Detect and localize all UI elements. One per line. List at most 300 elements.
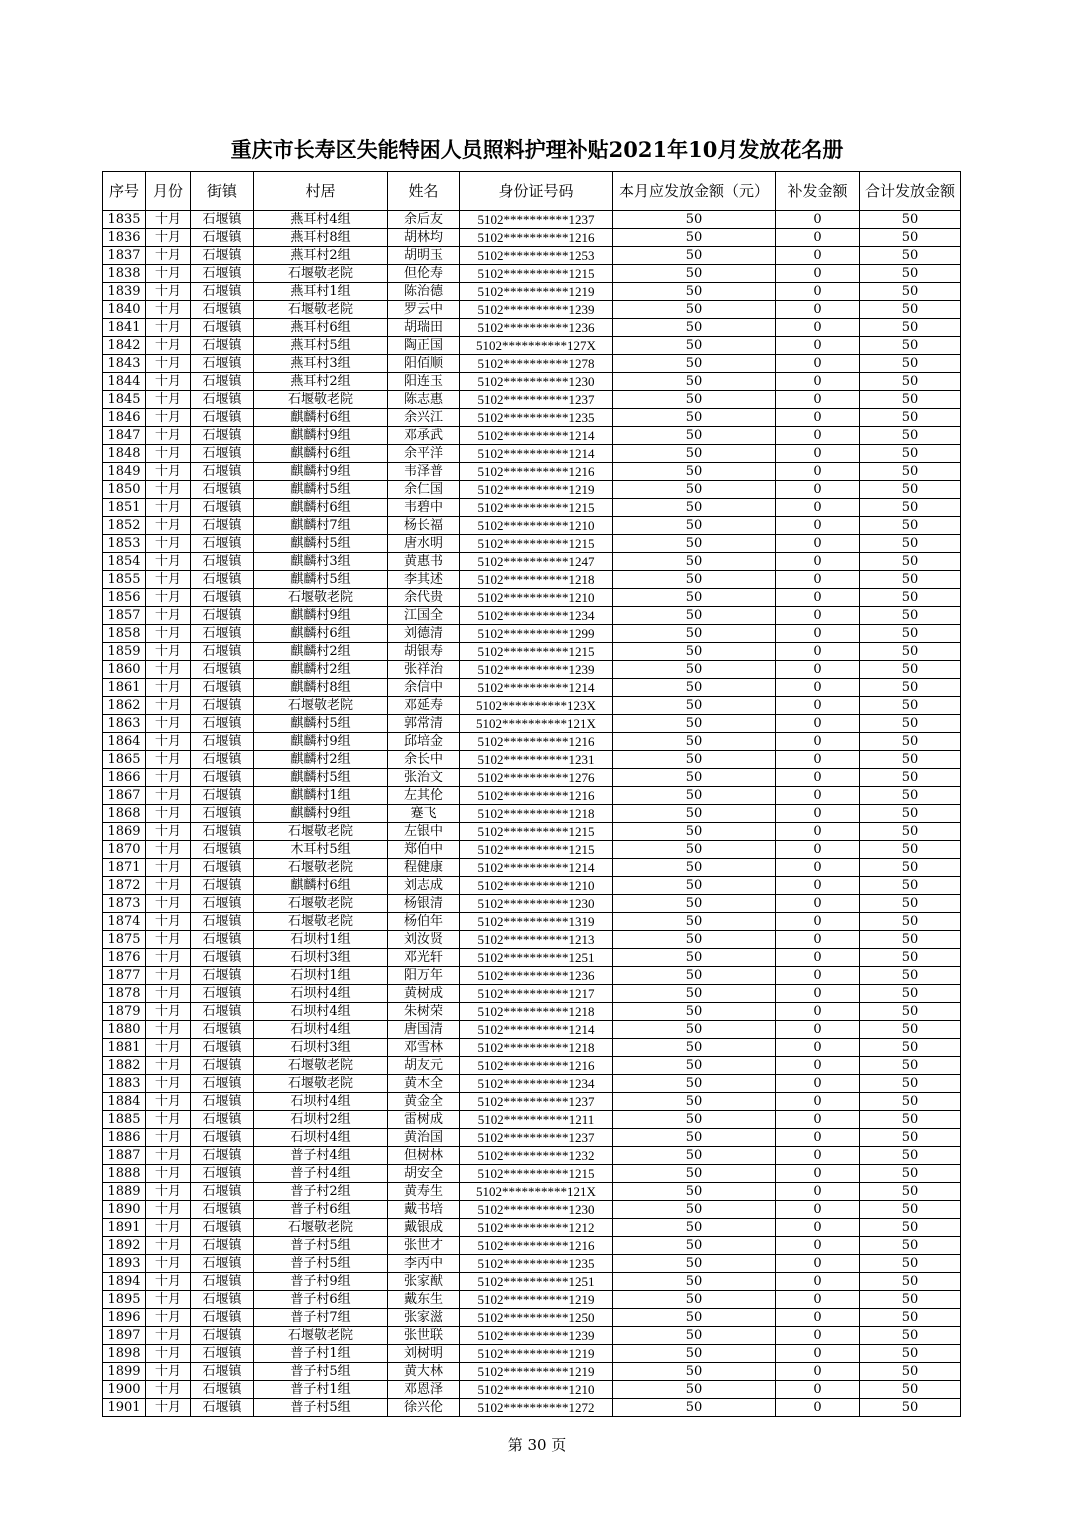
table-row [103, 1165, 961, 1183]
cell-name: 余长中 [388, 751, 460, 769]
cell-back-pay: 0 [776, 571, 860, 589]
cell-id-number: 5102**********1237 [460, 1129, 613, 1147]
table-row [103, 301, 961, 319]
cell-total-amount: 50 [860, 355, 961, 373]
cell-total-amount: 50 [860, 1309, 961, 1327]
cell-index: 1895 [103, 1291, 146, 1309]
cell-month: 十月 [146, 1147, 191, 1165]
cell-month: 十月 [146, 751, 191, 769]
cell-index: 1845 [103, 391, 146, 409]
cell-name: 黄治国 [388, 1129, 460, 1147]
cell-id-number: 5102**********1239 [460, 661, 613, 679]
cell-id-number: 5102**********1215 [460, 535, 613, 553]
cell-name: 李其述 [388, 571, 460, 589]
cell-monthly-amount: 50 [613, 1327, 776, 1345]
cell-back-pay: 0 [776, 1165, 860, 1183]
cell-id-number: 5102**********1230 [460, 373, 613, 391]
cell-name: 杨伯年 [388, 913, 460, 931]
cell-index: 1879 [103, 1003, 146, 1021]
cell-town: 石堰镇 [191, 823, 254, 841]
cell-index: 1854 [103, 553, 146, 571]
table-row [103, 1273, 961, 1291]
cell-index: 1890 [103, 1201, 146, 1219]
cell-village: 麒麟村9组 [254, 733, 388, 751]
cell-total-amount: 50 [860, 931, 961, 949]
cell-total-amount: 50 [860, 265, 961, 283]
cell-name: 朱树荣 [388, 1003, 460, 1021]
cell-total-amount: 50 [860, 499, 961, 517]
cell-town: 石堰镇 [191, 481, 254, 499]
cell-id-number: 5102**********1214 [460, 427, 613, 445]
cell-total-amount: 50 [860, 1291, 961, 1309]
cell-index: 1835 [103, 211, 146, 229]
cell-town: 石堰镇 [191, 535, 254, 553]
cell-monthly-amount: 50 [613, 409, 776, 427]
table-row [103, 445, 961, 463]
cell-village: 麒麟村6组 [254, 625, 388, 643]
cell-month: 十月 [146, 1075, 191, 1093]
cell-index: 1894 [103, 1273, 146, 1291]
cell-total-amount: 50 [860, 391, 961, 409]
table-row [103, 643, 961, 661]
cell-village: 麒麟村2组 [254, 643, 388, 661]
table-row [103, 967, 961, 985]
table-row [103, 481, 961, 499]
cell-total-amount: 50 [860, 409, 961, 427]
cell-back-pay: 0 [776, 535, 860, 553]
cell-back-pay: 0 [776, 661, 860, 679]
table-row [103, 1255, 961, 1273]
cell-monthly-amount: 50 [613, 1057, 776, 1075]
cell-index: 1861 [103, 679, 146, 697]
cell-village: 石堰敬老院 [254, 1327, 388, 1345]
cell-back-pay: 0 [776, 553, 860, 571]
cell-index: 1891 [103, 1219, 146, 1237]
cell-index: 1893 [103, 1255, 146, 1273]
cell-index: 1842 [103, 337, 146, 355]
cell-village: 石坝村4组 [254, 1129, 388, 1147]
cell-town: 石堰镇 [191, 1255, 254, 1273]
cell-town: 石堰镇 [191, 985, 254, 1003]
cell-month: 十月 [146, 967, 191, 985]
cell-month: 十月 [146, 805, 191, 823]
cell-village: 麒麟村3组 [254, 553, 388, 571]
cell-town: 石堰镇 [191, 571, 254, 589]
cell-town: 石堰镇 [191, 859, 254, 877]
cell-index: 1856 [103, 589, 146, 607]
cell-monthly-amount: 50 [613, 1183, 776, 1201]
cell-back-pay: 0 [776, 823, 860, 841]
cell-town: 石堰镇 [191, 769, 254, 787]
cell-index: 1839 [103, 283, 146, 301]
cell-village: 石坝村4组 [254, 985, 388, 1003]
roster-table [102, 171, 961, 1417]
table-row [103, 1093, 961, 1111]
cell-id-number: 5102**********1216 [460, 1237, 613, 1255]
cell-total-amount: 50 [860, 625, 961, 643]
cell-town: 石堰镇 [191, 1129, 254, 1147]
cell-name: 杨银清 [388, 895, 460, 913]
cell-village: 石堰敬老院 [254, 301, 388, 319]
cell-month: 十月 [146, 517, 191, 535]
cell-id-number: 5102**********1218 [460, 805, 613, 823]
cell-index: 1844 [103, 373, 146, 391]
cell-back-pay: 0 [776, 787, 860, 805]
cell-index: 1867 [103, 787, 146, 805]
cell-name: 戴书培 [388, 1201, 460, 1219]
cell-village: 普子村5组 [254, 1399, 388, 1417]
table-row [103, 1003, 961, 1021]
cell-id-number: 5102**********1219 [460, 1291, 613, 1309]
cell-id-number: 5102**********1211 [460, 1111, 613, 1129]
cell-monthly-amount: 50 [613, 283, 776, 301]
cell-town: 石堰镇 [191, 1219, 254, 1237]
table-row [103, 1129, 961, 1147]
cell-index: 1846 [103, 409, 146, 427]
cell-village: 麒麟村2组 [254, 661, 388, 679]
cell-monthly-amount: 50 [613, 319, 776, 337]
cell-monthly-amount: 50 [613, 679, 776, 697]
cell-name: 余代贵 [388, 589, 460, 607]
header-monthly-amount: 本月应发放金额（元） [613, 172, 776, 211]
cell-id-number: 5102**********1215 [460, 499, 613, 517]
cell-back-pay: 0 [776, 1291, 860, 1309]
cell-month: 十月 [146, 715, 191, 733]
cell-index: 1858 [103, 625, 146, 643]
table-row [103, 1345, 961, 1363]
cell-monthly-amount: 50 [613, 1399, 776, 1417]
table-row [103, 715, 961, 733]
cell-town: 石堰镇 [191, 1381, 254, 1399]
cell-month: 十月 [146, 589, 191, 607]
cell-town: 石堰镇 [191, 499, 254, 517]
page-number: 第 30 页 [507, 1436, 567, 1454]
cell-total-amount: 50 [860, 319, 961, 337]
cell-village: 麒麟村9组 [254, 805, 388, 823]
cell-village: 普子村6组 [254, 1201, 388, 1219]
cell-village: 麒麟村1组 [254, 787, 388, 805]
cell-back-pay: 0 [776, 1129, 860, 1147]
cell-back-pay: 0 [776, 391, 860, 409]
cell-id-number: 5102**********1218 [460, 1003, 613, 1021]
table-row [103, 355, 961, 373]
cell-monthly-amount: 50 [613, 1129, 776, 1147]
cell-month: 十月 [146, 931, 191, 949]
cell-town: 石堰镇 [191, 247, 254, 265]
cell-total-amount: 50 [860, 1327, 961, 1345]
table-row [103, 823, 961, 841]
table-row [103, 661, 961, 679]
cell-total-amount: 50 [860, 553, 961, 571]
cell-total-amount: 50 [860, 247, 961, 265]
cell-total-amount: 50 [860, 769, 961, 787]
cell-monthly-amount: 50 [613, 1363, 776, 1381]
cell-town: 石堰镇 [191, 967, 254, 985]
cell-month: 十月 [146, 1201, 191, 1219]
cell-name: 张家猷 [388, 1273, 460, 1291]
cell-town: 石堰镇 [191, 1273, 254, 1291]
cell-back-pay: 0 [776, 625, 860, 643]
cell-month: 十月 [146, 1363, 191, 1381]
cell-town: 石堰镇 [191, 589, 254, 607]
cell-monthly-amount: 50 [613, 247, 776, 265]
cell-monthly-amount: 50 [613, 1111, 776, 1129]
cell-index: 1866 [103, 769, 146, 787]
cell-village: 麒麟村9组 [254, 607, 388, 625]
cell-month: 十月 [146, 571, 191, 589]
cell-index: 1877 [103, 967, 146, 985]
cell-name: 左其伦 [388, 787, 460, 805]
cell-index: 1852 [103, 517, 146, 535]
cell-monthly-amount: 50 [613, 481, 776, 499]
cell-monthly-amount: 50 [613, 463, 776, 481]
cell-town: 石堰镇 [191, 1309, 254, 1327]
cell-town: 石堰镇 [191, 211, 254, 229]
cell-back-pay: 0 [776, 769, 860, 787]
cell-name: 张家滋 [388, 1309, 460, 1327]
cell-back-pay: 0 [776, 1147, 860, 1165]
cell-back-pay: 0 [776, 733, 860, 751]
cell-id-number: 5102**********1235 [460, 1255, 613, 1273]
cell-village: 燕耳村4组 [254, 211, 388, 229]
cell-town: 石堰镇 [191, 913, 254, 931]
cell-name: 但树林 [388, 1147, 460, 1165]
cell-id-number: 5102**********1236 [460, 967, 613, 985]
cell-name: 张祥治 [388, 661, 460, 679]
cell-month: 十月 [146, 355, 191, 373]
table-row [103, 535, 961, 553]
cell-monthly-amount: 50 [613, 859, 776, 877]
cell-town: 石堰镇 [191, 805, 254, 823]
cell-village: 麒麟村2组 [254, 751, 388, 769]
cell-id-number: 5102**********1236 [460, 319, 613, 337]
cell-back-pay: 0 [776, 805, 860, 823]
cell-back-pay: 0 [776, 463, 860, 481]
cell-index: 1888 [103, 1165, 146, 1183]
cell-village: 麒麟村7组 [254, 517, 388, 535]
table-row [103, 247, 961, 265]
table-row [103, 877, 961, 895]
cell-month: 十月 [146, 895, 191, 913]
cell-month: 十月 [146, 481, 191, 499]
table-row [103, 1021, 961, 1039]
cell-town: 石堰镇 [191, 949, 254, 967]
cell-monthly-amount: 50 [613, 661, 776, 679]
cell-total-amount: 50 [860, 1237, 961, 1255]
cell-total-amount: 50 [860, 1345, 961, 1363]
table-row [103, 1399, 961, 1417]
cell-total-amount: 50 [860, 1183, 961, 1201]
cell-back-pay: 0 [776, 1381, 860, 1399]
table-row [103, 895, 961, 913]
cell-village: 燕耳村5组 [254, 337, 388, 355]
cell-total-amount: 50 [860, 1273, 961, 1291]
cell-index: 1900 [103, 1381, 146, 1399]
cell-village: 麒麟村5组 [254, 769, 388, 787]
cell-monthly-amount: 50 [613, 373, 776, 391]
table-row [103, 859, 961, 877]
cell-index: 1873 [103, 895, 146, 913]
cell-name: 余平洋 [388, 445, 460, 463]
cell-back-pay: 0 [776, 1345, 860, 1363]
cell-index: 1857 [103, 607, 146, 625]
cell-village: 麒麟村6组 [254, 499, 388, 517]
cell-total-amount: 50 [860, 1381, 961, 1399]
cell-month: 十月 [146, 949, 191, 967]
cell-id-number: 5102**********1253 [460, 247, 613, 265]
cell-back-pay: 0 [776, 1219, 860, 1237]
cell-town: 石堰镇 [191, 1093, 254, 1111]
cell-id-number: 5102**********1237 [460, 391, 613, 409]
cell-town: 石堰镇 [191, 787, 254, 805]
cell-town: 石堰镇 [191, 1165, 254, 1183]
cell-back-pay: 0 [776, 409, 860, 427]
cell-index: 1869 [103, 823, 146, 841]
table-row [103, 1075, 961, 1093]
cell-total-amount: 50 [860, 715, 961, 733]
cell-id-number: 5102**********1299 [460, 625, 613, 643]
table-row [103, 985, 961, 1003]
cell-id-number: 5102**********1239 [460, 301, 613, 319]
cell-back-pay: 0 [776, 1021, 860, 1039]
cell-village: 石堰敬老院 [254, 391, 388, 409]
cell-id-number: 5102**********123X [460, 697, 613, 715]
cell-town: 石堰镇 [191, 715, 254, 733]
cell-back-pay: 0 [776, 751, 860, 769]
cell-monthly-amount: 50 [613, 1291, 776, 1309]
cell-total-amount: 50 [860, 805, 961, 823]
table-row [103, 625, 961, 643]
cell-monthly-amount: 50 [613, 1255, 776, 1273]
cell-total-amount: 50 [860, 1111, 961, 1129]
cell-name: 胡银寿 [388, 643, 460, 661]
cell-monthly-amount: 50 [613, 1165, 776, 1183]
cell-village: 石堰敬老院 [254, 1075, 388, 1093]
cell-monthly-amount: 50 [613, 1381, 776, 1399]
table-row [103, 769, 961, 787]
cell-back-pay: 0 [776, 1237, 860, 1255]
header-back-pay: 补发金额 [776, 172, 860, 211]
cell-town: 石堰镇 [191, 463, 254, 481]
cell-id-number: 5102**********1237 [460, 1093, 613, 1111]
table-row [103, 787, 961, 805]
cell-back-pay: 0 [776, 1183, 860, 1201]
table-row [103, 1111, 961, 1129]
cell-total-amount: 50 [860, 1201, 961, 1219]
cell-monthly-amount: 50 [613, 1273, 776, 1291]
cell-month: 十月 [146, 1399, 191, 1417]
cell-monthly-amount: 50 [613, 499, 776, 517]
cell-village: 石坝村4组 [254, 1003, 388, 1021]
cell-month: 十月 [146, 499, 191, 517]
header-id-number: 身份证号码 [460, 172, 613, 211]
cell-village: 燕耳村2组 [254, 247, 388, 265]
cell-monthly-amount: 50 [613, 427, 776, 445]
cell-back-pay: 0 [776, 1039, 860, 1057]
table-row [103, 499, 961, 517]
cell-town: 石堰镇 [191, 517, 254, 535]
cell-monthly-amount: 50 [613, 751, 776, 769]
cell-town: 石堰镇 [191, 697, 254, 715]
cell-id-number: 5102**********1216 [460, 787, 613, 805]
cell-name: 胡安全 [388, 1165, 460, 1183]
cell-index: 1862 [103, 697, 146, 715]
table-row [103, 229, 961, 247]
cell-total-amount: 50 [860, 661, 961, 679]
cell-total-amount: 50 [860, 1003, 961, 1021]
cell-name: 江国全 [388, 607, 460, 625]
table-row [103, 931, 961, 949]
cell-village: 普子村6组 [254, 1291, 388, 1309]
cell-back-pay: 0 [776, 211, 860, 229]
cell-name: 胡友元 [388, 1057, 460, 1075]
cell-total-amount: 50 [860, 751, 961, 769]
cell-id-number: 5102**********1219 [460, 481, 613, 499]
cell-name: 韦碧中 [388, 499, 460, 517]
cell-village: 石堰敬老院 [254, 1057, 388, 1075]
cell-name: 陈治德 [388, 283, 460, 301]
cell-monthly-amount: 50 [613, 985, 776, 1003]
cell-village: 麒麟村5组 [254, 481, 388, 499]
cell-back-pay: 0 [776, 1075, 860, 1093]
cell-id-number: 5102**********1239 [460, 1327, 613, 1345]
cell-village: 麒麟村8组 [254, 679, 388, 697]
cell-monthly-amount: 50 [613, 553, 776, 571]
cell-village: 普子村5组 [254, 1255, 388, 1273]
cell-town: 石堰镇 [191, 355, 254, 373]
cell-village: 石坝村3组 [254, 1039, 388, 1057]
table-row [103, 1057, 961, 1075]
cell-id-number: 5102**********1231 [460, 751, 613, 769]
cell-index: 1884 [103, 1093, 146, 1111]
cell-id-number: 5102**********121X [460, 715, 613, 733]
table-row [103, 427, 961, 445]
cell-name: 黄寿生 [388, 1183, 460, 1201]
cell-back-pay: 0 [776, 247, 860, 265]
cell-month: 十月 [146, 265, 191, 283]
cell-month: 十月 [146, 877, 191, 895]
cell-name: 陶正国 [388, 337, 460, 355]
cell-month: 十月 [146, 247, 191, 265]
cell-id-number: 5102**********1278 [460, 355, 613, 373]
cell-month: 十月 [146, 607, 191, 625]
cell-id-number: 5102**********1212 [460, 1219, 613, 1237]
header-month: 月份 [146, 172, 191, 211]
table-row [103, 1237, 961, 1255]
cell-back-pay: 0 [776, 1057, 860, 1075]
cell-monthly-amount: 50 [613, 1309, 776, 1327]
cell-id-number: 5102**********1210 [460, 877, 613, 895]
cell-town: 石堰镇 [191, 1039, 254, 1057]
cell-village: 普子村5组 [254, 1363, 388, 1381]
cell-town: 石堰镇 [191, 1363, 254, 1381]
cell-month: 十月 [146, 535, 191, 553]
cell-total-amount: 50 [860, 1075, 961, 1093]
cell-name: 唐水明 [388, 535, 460, 553]
cell-town: 石堰镇 [191, 1075, 254, 1093]
cell-town: 石堰镇 [191, 1237, 254, 1255]
cell-name: 阳连玉 [388, 373, 460, 391]
cell-monthly-amount: 50 [613, 535, 776, 553]
cell-village: 石坝村1组 [254, 967, 388, 985]
header-village: 村居 [254, 172, 388, 211]
cell-monthly-amount: 50 [613, 895, 776, 913]
cell-id-number: 5102**********1234 [460, 607, 613, 625]
cell-town: 石堰镇 [191, 265, 254, 283]
cell-total-amount: 50 [860, 463, 961, 481]
cell-index: 1843 [103, 355, 146, 373]
cell-back-pay: 0 [776, 895, 860, 913]
